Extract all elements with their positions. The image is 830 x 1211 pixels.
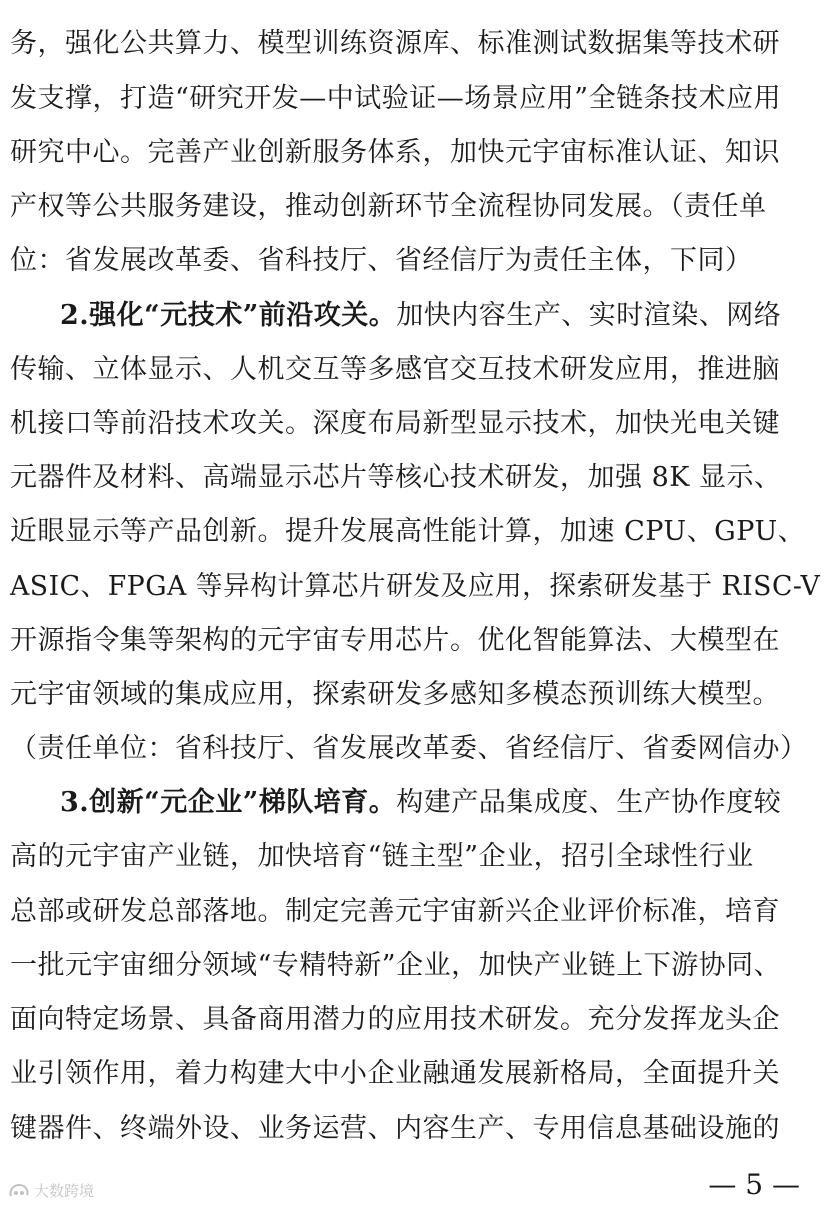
text-line: （责任单位：省科技厅、省发展改革委、省经信厅、省委网信办） [10,733,808,764]
text-line: ASIC、FPGA 等异构计算芯片研发及应用，探索研发基于 RISC-V [10,571,821,602]
text-line: 位：省发展改革委、省科技厅、省经信厅为责任主体，下同） [10,245,753,276]
text-line: 面向特定场景、具备商用潜力的应用技术研发。充分发挥龙头企 [10,1004,780,1035]
text-line: 研究中心。完善产业创新服务体系，加快元宇宙标准认证、知识 [10,137,780,168]
text-line: 开源指令集等架构的元宇宙专用芯片。优化智能算法、大模型在 [10,625,780,656]
text-line: 传输、立体显示、人机交互等多感官交互技术研发应用，推进脑 [10,354,780,385]
section-heading: 3.创新“元企业”梯队培育。 [60,787,397,818]
text-line: 业引领作用，着力构建大中小企业融通发展新格局，全面提升关 [10,1058,780,1089]
text-run: 加快内容生产、实时渲染、网络 [396,300,782,331]
text-line: 一批元宇宙细分领域“专精特新”企业，加快产业链上下游协同、 [10,950,782,981]
paragraph-first-line [60,300,781,332]
text-line: 发支撑，打造“研究开发—中试验证—场景应用”全链条技术应用 [10,83,782,114]
section-heading: 2.强化“元技术”前沿攻关。 [60,300,397,331]
text-line: 键器件、终端外设、业务运营、内容生产、专用信息基础设施的 [10,1113,780,1144]
watermark [8,1180,94,1201]
text-line: 元器件及材料、高端显示芯片等核心技术研发，加强 8K 显示、 [10,462,782,493]
text-run: 构建产品集成度、生产协作度较 [396,787,782,818]
watermark-logo-icon [8,1182,30,1200]
text-line: 务，强化公共算力、模型训练资源库、标准测试数据集等技术研 [10,28,780,59]
page-number: — 5 — [708,1168,800,1201]
text-line: 机接口等前沿技术攻关。深度布局新型显示技术，加快光电关键 [10,408,780,439]
watermark-text: 大数跨境 [34,1182,95,1200]
text-line: 元宇宙领域的集成应用，探索研发多感知多模态预训练大模型。 [10,679,780,710]
text-line: 高的元宇宙产业链，加快培育“链主型”企业，招引全球性行业 [10,841,754,872]
paragraph-first-line [60,787,781,819]
text-line: 近眼显示等产品创新。提升发展高性能计算，加速 CPU、GPU、 [10,516,806,547]
text-line: 总部或研发总部落地。制定完善元宇宙新兴企业评价标准，培育 [10,896,780,927]
text-line: 产权等公共服务建设，推动创新环节全流程协同发展。（责任单 [10,191,767,222]
